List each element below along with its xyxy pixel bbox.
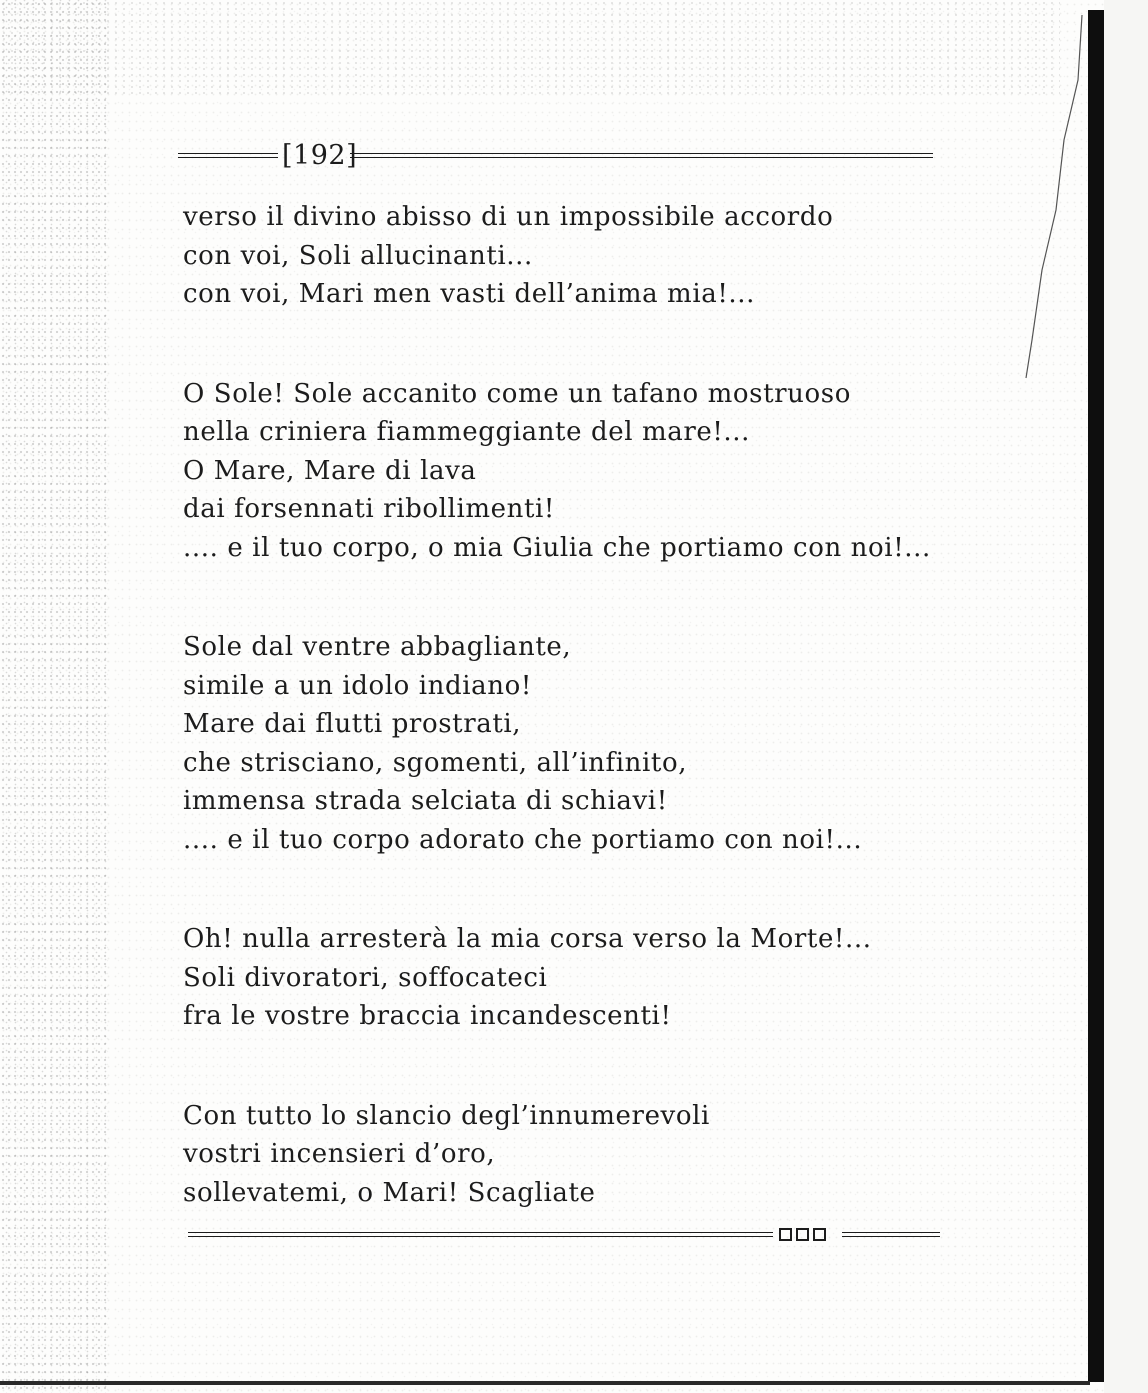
stanza [183,1097,1003,1213]
page-header [178,138,933,174]
verse-line: Oh! nulla arresterà la mia corsa verso la Morte!... [183,924,872,954]
verse-line: fra le vostre braccia incandescenti! [183,1001,672,1031]
header-rule-left [178,153,278,158]
verse-line: sollevatemi, o Mari! Scagliate [183,1177,596,1208]
verse-line: simile a un idolo indiano! [183,670,532,701]
stanza [183,920,1003,1036]
page-footer-ornament [188,1226,940,1248]
header-rule-right [350,153,933,158]
verse-line: O Mare, Mare di lava [183,455,477,486]
verse-line: Con tutto lo slancio degl’innumerevoli [183,1100,710,1131]
page-number: [192] [282,140,358,171]
stanza [183,198,1003,314]
stanza [183,375,1003,568]
top-margin-speckle [0,0,1060,95]
verse-line: che strisciano, sgomenti, all’infinito, [183,747,688,778]
square-ornament-icon [813,1228,826,1241]
verse-line: con voi, Mari men vasti dell’anima mia!... [183,279,755,309]
left-margin-speckle [0,0,110,1393]
verse-line: .... e il tuo corpo adorato che portiamo con noi!... [183,824,863,855]
verse-line: dai forsennati ribollimenti! [183,494,555,524]
verse-line: immensa strada selciata di schiavi! [183,786,668,816]
verse-line: Mare dai flutti prostrati, [183,709,522,739]
footer-rule-right [842,1232,940,1237]
footer-rule-left [188,1232,773,1237]
verse-line: nella criniera fiammeggiante del mare!... [183,417,750,447]
book-spine-shadow [1088,10,1104,1382]
verse-line: con voi, Soli allucinanti... [183,240,533,271]
square-ornament-icon [779,1228,792,1241]
scan-bottom-edge [0,1381,1090,1385]
verse-line: .... e il tuo corpo, o mia Giulia che portiamo con noi!... [183,532,931,563]
poem-text [183,198,1003,1273]
verse-line: verso il divino abisso di un impossibile accordo [183,202,834,232]
verse-line: Soli divoratori, soffocateci [183,962,548,993]
verse-line: Sole dal ventre abbagliante, [183,632,572,662]
verse-line: O Sole! Sole accanito come un tafano mostruoso [183,378,851,409]
verse-line: vostri incensieri d’oro, [183,1139,496,1169]
square-ornament-icon [796,1228,809,1241]
stanza [183,628,1003,859]
book-spine-edge [1104,0,1148,1393]
page-crease-line [1020,10,1090,380]
